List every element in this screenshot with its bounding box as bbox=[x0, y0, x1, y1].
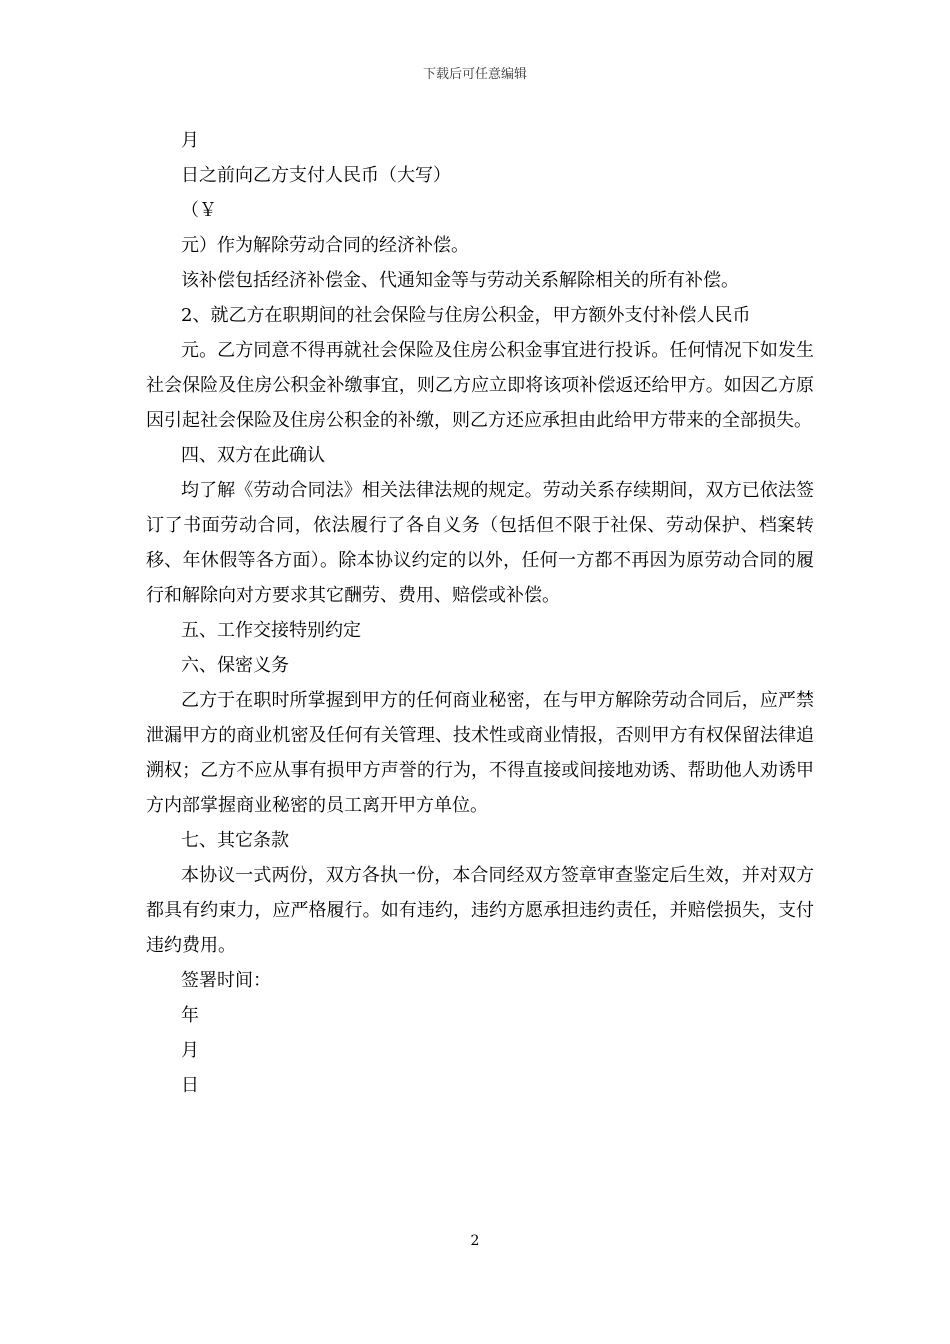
signing-month: 月 bbox=[181, 1040, 199, 1061]
section-4-heading: 四、双方在此确认 bbox=[181, 445, 325, 466]
line-amount-symbol: （￥ bbox=[181, 200, 217, 221]
page-header: 下载后可任意编辑 bbox=[422, 67, 527, 82]
section-5-heading: 五、工作交接特别约定 bbox=[181, 620, 361, 641]
signing-year: 年 bbox=[181, 1005, 199, 1026]
signing-day: 日 bbox=[181, 1075, 199, 1096]
page-number: 2 bbox=[470, 1233, 480, 1249]
line-compensation: 元）作为解除劳动合同的经济补偿。 bbox=[181, 235, 469, 256]
clause-2-body: 元。乙方同意不得再就社会保险及住房公积金事宜进行投诉。任何情况下如发生社会保险及住房公积金补缴事宜，则乙方应立即将该项补偿返还给甲方。如因乙方原因引起社会保险及住房公积金的补缴，则乙方还应承担由此给甲方带来的全部损失。 bbox=[146, 340, 814, 431]
section-6-body: 乙方于在职时所掌握到甲方的任何商业秘密，在与甲方解除劳动合同后，应严禁泄漏甲方的商业机密及任何有关管理、技术性或商业情报，否则甲方有权保留法律追溯权；乙方不应从事有损甲方声誉的行为，不得直接或间接地劝诱、帮助他人劝诱甲方内部掌握商业秘密的员工离开甲方单位。 bbox=[146, 690, 814, 816]
clause-2-heading: 2、就乙方在职期间的社会保险与住房公积金，甲方额外支付补偿人民币 bbox=[181, 305, 751, 326]
section-4-body: 均了解《劳动合同法》相关法律法规的规定。劳动关系存续期间，双方已依法签订了书面劳动合同，依法履行了各自义务（包括但不限于社保、劳动保护、档案转移、年休假等各方面）。除本协议约定的以外，任何一方都不再因为原劳动合同的履行和解除向对方要求其它酬劳、费用、赔偿或补偿。 bbox=[146, 480, 814, 606]
line-month: 月 bbox=[181, 130, 199, 151]
line-payment-date: 日之前向乙方支付人民币（大写） bbox=[181, 165, 451, 186]
section-7-heading: 七、其它条款 bbox=[181, 830, 289, 851]
section-6-heading: 六、保密义务 bbox=[181, 655, 289, 676]
signing-time-label: 签署时间： bbox=[181, 970, 271, 991]
document-body bbox=[146, 123, 814, 1103]
line-compensation-scope: 该补偿包括经济补偿金、代通知金等与劳动关系解除相关的所有补偿。 bbox=[181, 270, 739, 291]
section-7-body: 本协议一式两份，双方各执一份，本合同经双方签章审查鉴定后生效，并对双方都具有约束力，应严格履行。如有违约，违约方愿承担违约责任，并赔偿损失，支付违约费用。 bbox=[146, 865, 814, 956]
